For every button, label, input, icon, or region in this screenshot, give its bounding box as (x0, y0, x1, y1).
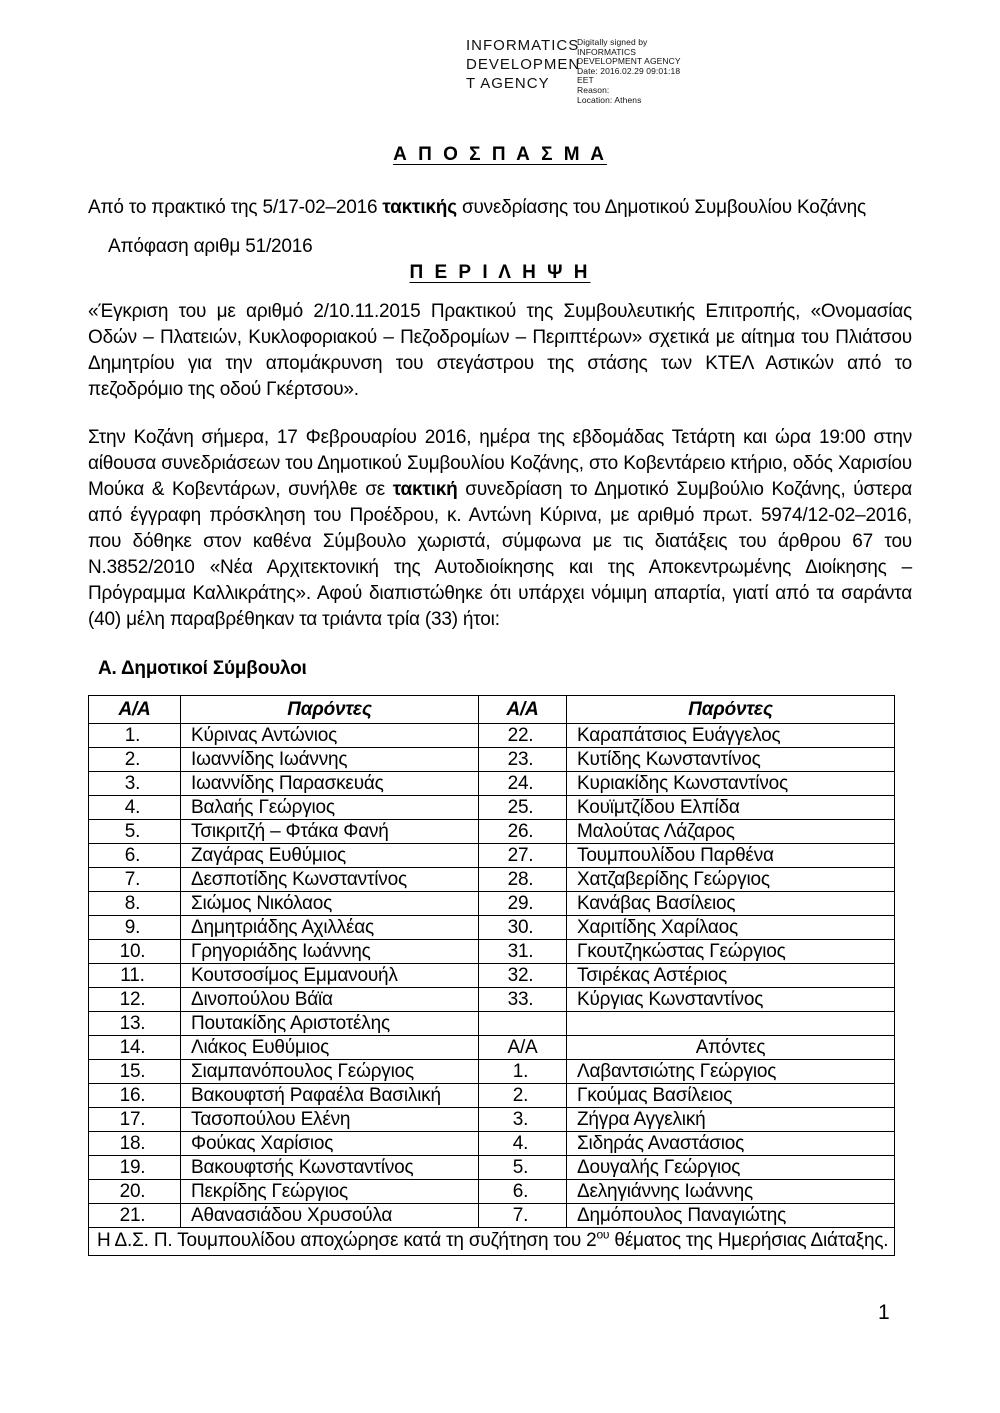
member-number-cell: 18. (89, 1132, 181, 1156)
summary-paragraph: «Έγκριση του με αριθμό 2/10.11.2015 Πρακτικού της Συμβουλευτικής Επιτροπής, «Ονομασίας Οδών – Πλατειών, Κυκλοφοριακού – Πεζοδρομίων – Περιπτέρων» σχετικά με αίτημα του Πλιάτσου Δημητρίου για την απομάκρυνση του στεγάστρου της στάσης των ΚΤΕΛ Αστικών από το πεζοδρόμιο της οδού Γκέρτσου». (88, 301, 912, 400)
summary-heading: Π Ε Ρ Ι Λ Η Ψ Η (409, 262, 591, 283)
table-row (89, 1156, 895, 1180)
signature-details: Digitally signed by INFORMATICS DEVELOPMENT AGENCY Date: 2016.02.29 09:01:18 EET Reason: Location: Athens (577, 37, 681, 105)
member-number-cell: 21. (89, 1204, 181, 1228)
member-name-cell: Δεληγιάννης Ιωάννης (567, 1180, 895, 1204)
document-title: Α Π Ο Σ Π Α Σ Μ Α (393, 144, 607, 165)
member-number-cell: 19. (89, 1156, 181, 1180)
member-name-cell: Γκουτζηκώστας Γεώργιος (567, 940, 895, 964)
main-text-before: Στην Κοζάνη σήμερα, 17 Φεβρουαρίου 2016, ημέρα της εβδομάδας Τετάρτη και ώρα 19:00 στην αίθουσα συνεδριάσεων του Δημοτικού Συμβουλίου Κοζάνης, στο Κοβεντάρειο κτήριο, οδός Χαρισίου Μούκα & Κοβεντάρων, συνήλθε σε (88, 427, 912, 500)
member-number-cell: 3. (89, 772, 181, 796)
member-name-cell: Γκούμας Βασίλειος (567, 1084, 895, 1108)
main-paragraph (88, 425, 912, 633)
member-name-cell: Καραπάτσιος Ευάγγελος (567, 724, 895, 748)
member-name-cell: Αθανασιάδου Χρυσούλα (181, 1204, 479, 1228)
table-row (89, 820, 895, 844)
table-row (89, 964, 895, 988)
member-number-cell: 11. (89, 964, 181, 988)
member-name-cell: Βαλαής Γεώργιος (181, 796, 479, 820)
member-number-cell: 24. (479, 772, 567, 796)
member-number-cell: 12. (89, 988, 181, 1012)
footer-text-after: θέματος της Ημερήσιας Διάταξης. (609, 1230, 889, 1251)
table-row (89, 748, 895, 772)
table-row (89, 988, 895, 1012)
digital-signature-block (466, 36, 687, 105)
table-row (89, 796, 895, 820)
member-name-cell: Λαβαντσιώτης Γεώργιος (567, 1060, 895, 1084)
member-number-cell: 5. (479, 1156, 567, 1180)
member-number-cell: 30. (479, 916, 567, 940)
member-name-cell: Ζήγρα Αγγελική (567, 1108, 895, 1132)
document-body (88, 142, 912, 1256)
header-present-left: Παρόντες (181, 696, 479, 724)
member-name-cell: Δουγαλής Γεώργιος (567, 1156, 895, 1180)
table-row (89, 772, 895, 796)
member-name-cell: Σιώμος Νικόλαος (181, 892, 479, 916)
header-present-right: Παρόντες (567, 696, 895, 724)
member-number-cell: 5. (89, 820, 181, 844)
footer-text-before: Η Δ.Σ. Π. Τουμπουλίδου αποχώρησε κατά τη συζήτηση του 2 (97, 1230, 597, 1251)
member-number-cell: 17. (89, 1108, 181, 1132)
member-name-cell: Πεκρίδης Γεώργιος (181, 1180, 479, 1204)
signature-agency-name: INFORMATICS DEVELOPMEN T AGENCY (466, 37, 581, 92)
decision-number: Απόφαση αριθμ 51/2016 (108, 236, 313, 257)
member-number-cell: 13. (89, 1012, 181, 1036)
member-name-cell: Δημητριάδης Αχιλλέας (181, 916, 479, 940)
table-row (89, 1132, 895, 1156)
table-row (89, 868, 895, 892)
member-name-cell: Ζαγάρας Ευθύμιος (181, 844, 479, 868)
member-number-cell: 26. (479, 820, 567, 844)
intro-paragraph (88, 195, 912, 221)
member-number-cell: 16. (89, 1084, 181, 1108)
member-name-cell: Κουϊμτζίδου Ελπίδα (567, 796, 895, 820)
header-aa-right: Α/Α (479, 696, 567, 724)
member-number-cell: 2. (479, 1084, 567, 1108)
member-number-cell: 1. (89, 724, 181, 748)
member-number-cell: 14. (89, 1036, 181, 1060)
member-number-cell: 7. (89, 868, 181, 892)
member-number-cell: 6. (89, 844, 181, 868)
table-row (89, 940, 895, 964)
member-name-cell: Ιωαννίδης Παρασκευάς (181, 772, 479, 796)
member-number-cell: 22. (479, 724, 567, 748)
member-name-cell: Φούκας Χαρίσιος (181, 1132, 479, 1156)
member-name-cell: Δινοπούλου Βάϊα (181, 988, 479, 1012)
council-members-table (88, 695, 895, 1256)
member-number-cell: 7. (479, 1204, 567, 1228)
member-number-cell: 2. (89, 748, 181, 772)
member-number-cell: 15. (89, 1060, 181, 1084)
section-heading: Α. Δημοτικοί Σύμβουλοι (98, 658, 307, 679)
member-number-cell: 10. (89, 940, 181, 964)
header-aa-left: Α/Α (89, 696, 181, 724)
member-name-cell: Κυτίδης Κωνσταντίνος (567, 748, 895, 772)
member-name-cell: Κανάβας Βασίλειος (567, 892, 895, 916)
member-name-cell: Απόντες (567, 1036, 895, 1060)
member-name-cell: Πουτακίδης Αριστοτέλης (181, 1012, 479, 1036)
member-name-cell: Τσικριτζή – Φτάκα Φανή (181, 820, 479, 844)
member-name-cell: Κύργιας Κωνσταντίνος (567, 988, 895, 1012)
member-number-cell: 4. (479, 1132, 567, 1156)
member-name-cell: Κυριακίδης Κωνσταντίνος (567, 772, 895, 796)
intro-text-before: Από το πρακτικό της 5/17-02–2016 (88, 197, 383, 218)
intro-text-bold: τακτικής (382, 197, 457, 218)
member-number-cell: 32. (479, 964, 567, 988)
member-name-cell: Χατζαβερίδης Γεώργιος (567, 868, 895, 892)
member-number-cell: 33. (479, 988, 567, 1012)
member-number-cell: 29. (479, 892, 567, 916)
member-name-cell: Μαλούτας Λάζαρος (567, 820, 895, 844)
member-number-cell (479, 1012, 567, 1036)
table-row (89, 724, 895, 748)
member-number-cell: 25. (479, 796, 567, 820)
member-number-cell: 8. (89, 892, 181, 916)
main-text-after: συνεδρίαση το Δημοτικό Συμβούλιο Κοζάνης, ύστερα από έγγραφη πρόσκληση του Προέδρου, κ. Αντώνη Κύρινα, με αριθμό πρωτ. 5974/12-02–2016, που δόθηκε στον καθένα Σύμβουλο χωριστά, σύμφωνα με τις διατάξεις του άρθρου 67 του Ν.3852/2010 «Νέα Αρχιτεκτονική της Αυτοδιοίκησης και της Αποκεντρωμένης Διοίκησης – Πρόγραμμα Καλλικράτης». Αφού διαπιστώθηκε ότι υπάρχει νόμιμη απαρτία, γιατί από τα σαράντα (40) μέλη παραβρέθηκαν τα τριάντα τρία (33) ήτοι: (88, 479, 912, 630)
member-name-cell: Βακουφτσή Ραφαέλα Βασιλική (181, 1084, 479, 1108)
table-row (89, 1036, 895, 1060)
table-footer-note (89, 1228, 895, 1256)
member-name-cell: Δημόπουλος Παναγιώτης (567, 1204, 895, 1228)
member-number-cell: 1. (479, 1060, 567, 1084)
member-name-cell: Λιάκος Ευθύμιος (181, 1036, 479, 1060)
member-name-cell: Κύρινας Αντώνιος (181, 724, 479, 748)
member-name-cell: Τουμπουλίδου Παρθένα (567, 844, 895, 868)
member-number-cell: Α/Α (479, 1036, 567, 1060)
table-row (89, 1180, 895, 1204)
member-name-cell (567, 1012, 895, 1036)
member-number-cell: 6. (479, 1180, 567, 1204)
member-name-cell: Σιδηράς Αναστάσιος (567, 1132, 895, 1156)
member-number-cell: 9. (89, 916, 181, 940)
member-name-cell: Γρηγοριάδης Ιωάννης (181, 940, 479, 964)
member-number-cell: 3. (479, 1108, 567, 1132)
intro-text-after: συνεδρίασης του Δημοτικού Συμβουλίου Κοζάνης (456, 197, 866, 218)
member-name-cell: Χαριτίδης Χαρίλαος (567, 916, 895, 940)
table-row (89, 916, 895, 940)
table-row (89, 1108, 895, 1132)
main-text-bold: τακτική (392, 479, 458, 500)
member-name-cell: Βακουφτσής Κωνσταντίνος (181, 1156, 479, 1180)
footer-superscript: ου (596, 1227, 610, 1242)
member-name-cell: Σιαμπανόπουλος Γεώργιος (181, 1060, 479, 1084)
member-number-cell: 20. (89, 1180, 181, 1204)
member-name-cell: Ιωαννίδης Ιωάννης (181, 748, 479, 772)
table-row (89, 1060, 895, 1084)
member-number-cell: 27. (479, 844, 567, 868)
table-row (89, 1012, 895, 1036)
table-row (89, 892, 895, 916)
member-number-cell: 4. (89, 796, 181, 820)
member-number-cell: 23. (479, 748, 567, 772)
member-name-cell: Τσιρέκας Αστέριος (567, 964, 895, 988)
table-row (89, 844, 895, 868)
member-number-cell: 31. (479, 940, 567, 964)
table-row (89, 1204, 895, 1228)
table-row (89, 1084, 895, 1108)
member-name-cell: Δεσποτίδης Κωνσταντίνος (181, 868, 479, 892)
member-name-cell: Τασοπούλου Ελένη (181, 1108, 479, 1132)
member-number-cell: 28. (479, 868, 567, 892)
table-header-row (89, 696, 895, 724)
table-footer-row (89, 1228, 895, 1256)
member-name-cell: Κουτσοσίμος Εμμανουήλ (181, 964, 479, 988)
page-number: 1 (878, 1301, 890, 1324)
